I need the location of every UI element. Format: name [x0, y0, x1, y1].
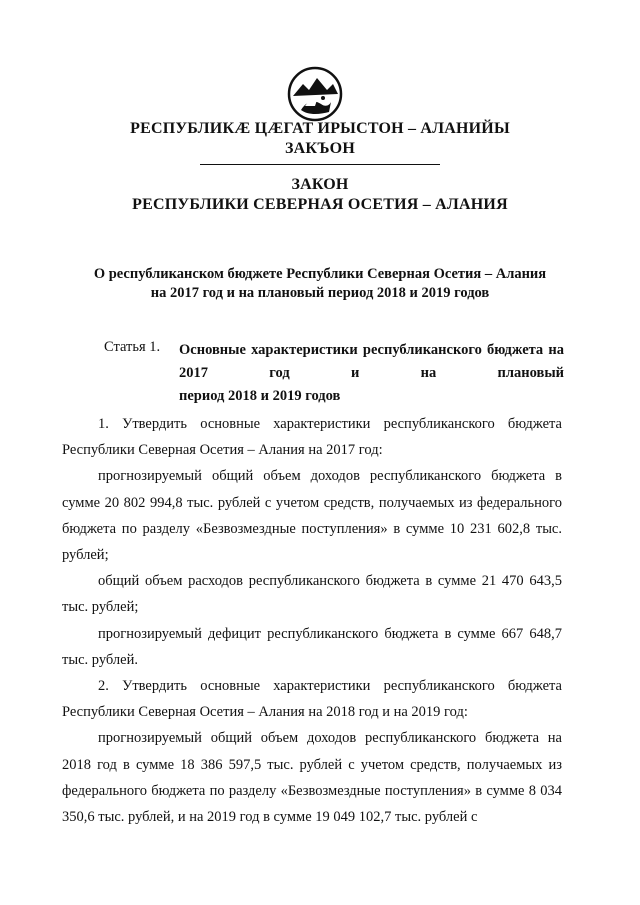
coat-of-arms-emblem: [287, 66, 343, 122]
article-label: Статья 1.: [104, 339, 161, 355]
republic-name-russian: РЕСПУБЛИКИ СЕВЕРНАЯ ОСЕТИЯ – АЛАНИЯ: [132, 196, 508, 213]
header-divider: [200, 164, 440, 165]
paragraph: прогнозируемый общий объем доходов республиканского бюджета в сумме 20 802 994,8 тыс. рублей с учетом средств, получаемых из федерального бюджета по разделу «Безвозмездные поступления» в сумме 10 231 602,8 тыс. рублей;: [62, 468, 562, 564]
paragraph: 2. Утвердить основные характеристики республиканского бюджета Республики Северная Осетия – Алания на 2018 год и на 2019 год:: [62, 678, 562, 721]
law-label-ossetian: ЗАКЪОН: [285, 140, 355, 157]
article-title-last: период 2018 и 2019 годов: [179, 388, 341, 404]
republic-name-ossetian: РЕСПУБЛИКӔ ЦӔГАТ ИРЫСТОН – АЛАНИЙЫ: [130, 120, 510, 137]
document-title-line-2: на 2017 год и на плановый период 2018 и 2019 годов: [150, 285, 490, 301]
paragraph: прогнозируемый общий объем доходов республиканского бюджета на 2018 год в сумме 18 386 597,5 тыс. рублей с учетом средств, получаемых из федерального бюджета по разделу «Безвозмездные поступления» в сумме 8 034 350,6 тыс. рублей, и на 2019 год в сумме 19 049 102,7 тыс. рублей с: [62, 730, 562, 826]
article-title: [179, 339, 564, 408]
law-label-russian: ЗАКОН: [291, 176, 349, 193]
paragraph: общий объем расходов республиканского бюджета в сумме 21 470 643,5 тыс. рублей;: [62, 573, 562, 616]
paragraph: 1. Утвердить основные характеристики республиканского бюджета Республики Северная Осетия – Алания на 2017 год:: [62, 416, 562, 459]
paragraph: прогнозируемый дефицит республиканского бюджета в сумме 667 648,7 тыс. рублей.: [62, 625, 562, 668]
document-body: [62, 411, 562, 830]
document-title-line-1: О республиканском бюджете Республики Северная Осетия – Алания: [93, 266, 547, 282]
article-title-main: Основные характеристики республиканского бюджета на 2017 год и на плановый: [179, 342, 564, 381]
